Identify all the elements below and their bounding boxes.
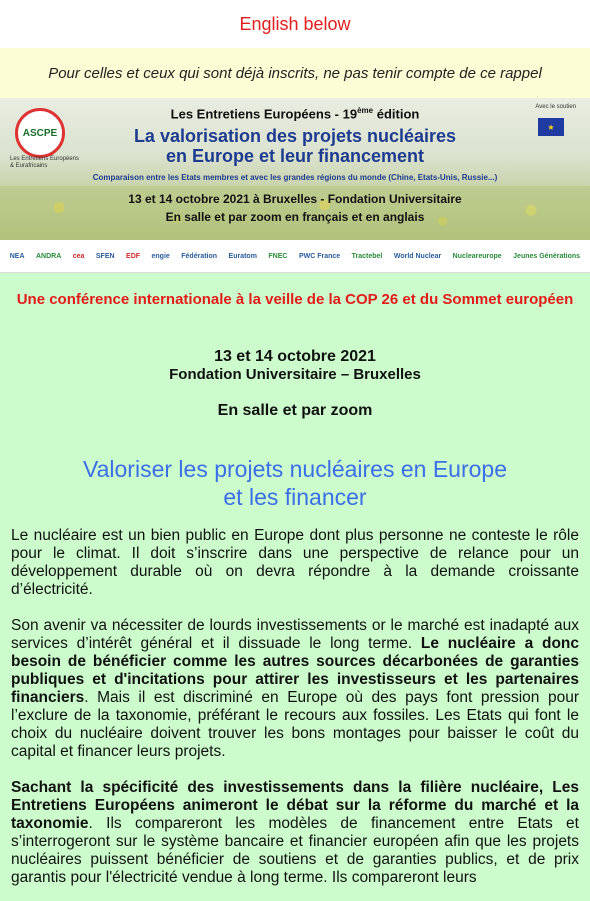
sponsor-logo: FNEC [268,252,288,260]
sponsor-logo: PWC France [298,252,341,260]
paragraph-3: Sachant la spécificité des investissements dans la filière nucléaire, Les Entretiens Européens animeront le débat sur la réforme du marché et la taxonomie. Ils compareront les modèles de financement entre Etats et s’interrogeront sur le système bancaire et financier européen afin que les projets nucléaires puissent bénéficier de soutiens et de garanties publics, et de prix garantis pour l'électricité vendue à long terme. Ils compareront leurs [11,779,579,886]
sponsor-logo: SFEN [95,252,115,260]
event-banner[interactable] [0,98,590,240]
banner-comparison: Comparaison entre les Etats membres et avec les grandes régions du monde (Chine, Etats-Unis, Russie...) [92,173,498,182]
sponsor-logos-strip [0,240,590,273]
sponsor-logo: Jeunes Générations [513,252,581,260]
sponsor-logo: engie [151,252,170,260]
sponsor-logo: Fédération [181,252,218,260]
sponsor-logo: World Nuclear [393,252,442,260]
sponsor-logo: NEA [9,252,25,260]
eu-flag-icon: ★ [538,118,564,136]
sponsor-logo: cea [72,252,85,260]
banner-event-title: Les Entretiens Européens - 19ème édition [170,106,420,122]
event-mode: En salle et par zoom [217,402,373,419]
paragraph-1: Le nucléaire est un bien public en Europe dont plus personne ne conteste le rôle pour le climat. Il doit s’inscrire dans une perspective de relance pour un développement durable où on devra répondre à la demande croissante d’électricité. [11,527,579,598]
email-main-content [0,273,590,901]
english-below-link[interactable]: English below [239,13,351,34]
sponsor-logo: Tractebel [351,252,383,260]
ascpe-logo-subtitle: Les Entretiens Européens & Eurafricains [10,156,80,170]
sponsor-logo: EDF [126,252,141,260]
ascpe-logo: ASCPE [15,108,65,158]
conference-announcement: Une conférence internationale à la veille de la COP 26 et du Sommet européen [16,291,574,308]
banner-mode: En salle et par zoom en français et en anglais [165,210,425,224]
banner-support-text: Avec le soutien [535,104,576,110]
banner-dates-venue: 13 et 14 octobre 2021 à Bruxelles - Fondation Universitaire [128,192,462,206]
paragraph-2: Son avenir va nécessiter de lourds investissements or le marché est inadapté aux services d’intérêt général et il dissuade le long terme. Le nucléaire a donc besoin de bénéficier comme les autres sources décarbonées de garanties publiques et d'incitations pour attirer les investisseurs et les partenaires financiers. Mais il est discriminé en Europe où des pays font pression pour l’exclure de la taxonomie, préférant le recours aux fossiles. Les Etats qui font le choix du nucléaire doivent trouver les bons montages pour baisser le coût du capital et financer leurs projets. [11,617,580,760]
sponsor-logo: ANDRA [35,252,62,260]
registration-reminder: Pour celles et ceux qui sont déjà inscrits, ne pas tenir compte de ce rappel [0,48,590,98]
sponsor-logo: Euratom [228,252,257,260]
banner-main-title: La valorisation des projets nucléaires en Europe et leur financement [133,126,457,166]
section-headline: Valoriser les projets nucléaires en Europe et les financer [82,456,508,510]
sponsor-logo: Nucleareurope [452,252,502,260]
event-venue: Fondation Universitaire – Bruxelles [169,366,421,383]
event-dates: 13 et 14 octobre 2021 [214,348,376,365]
